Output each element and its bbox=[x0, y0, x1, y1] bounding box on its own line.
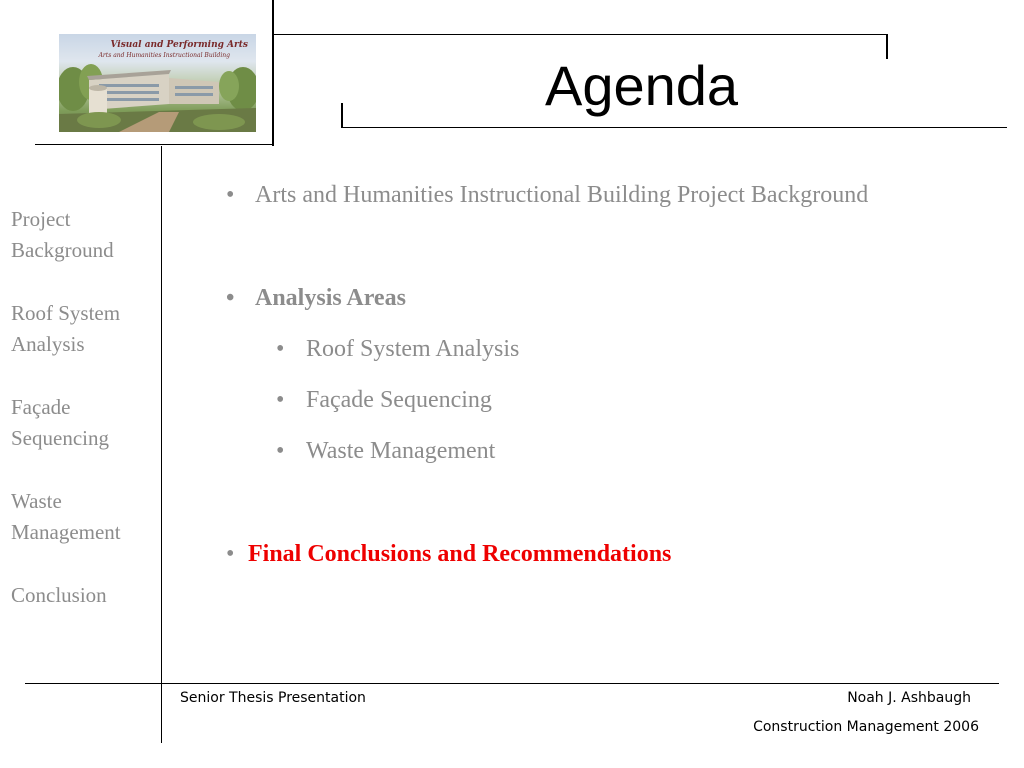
agenda-subitem-label: Façade Sequencing bbox=[306, 387, 492, 413]
bullet: • bbox=[276, 336, 285, 362]
footer-presentation-title: Senior Thesis Presentation bbox=[180, 690, 366, 706]
footer-program: Construction Management 2006 bbox=[753, 719, 979, 735]
logo-subtitle: Arts and Humanities Instructional Building bbox=[98, 52, 230, 59]
bullet: • bbox=[276, 387, 285, 413]
bullet: • bbox=[276, 438, 285, 464]
title-top-rule bbox=[274, 34, 888, 35]
sidebar-nav bbox=[11, 204, 159, 643]
logo-frame-right bbox=[272, 0, 274, 146]
sidebar-divider bbox=[161, 146, 162, 743]
footer-author: Noah J. Ashbaugh bbox=[847, 690, 971, 706]
title-top-rule-tick bbox=[886, 34, 888, 59]
sidebar-item-roof-system-analysis[interactable]: Roof System Analysis bbox=[11, 301, 121, 356]
logo-title: Visual and Performing Arts bbox=[110, 40, 248, 50]
agenda-subitem-roof bbox=[276, 334, 1016, 364]
agenda-item-label: Final Conclusions and Recommendations bbox=[248, 541, 672, 567]
agenda-subitem-label: Roof System Analysis bbox=[306, 336, 520, 362]
sidebar-item-facade-sequencing[interactable]: Façade Sequencing bbox=[11, 395, 109, 450]
bullet: • bbox=[226, 285, 235, 311]
agenda-subitem-facade bbox=[276, 385, 1016, 415]
agenda-list bbox=[226, 180, 1016, 569]
agenda-subitem-waste bbox=[276, 436, 1016, 466]
bullet: • bbox=[226, 541, 235, 567]
bullet: • bbox=[226, 182, 235, 208]
slide-title: Agenda bbox=[545, 54, 739, 117]
agenda-item-conclusions bbox=[226, 539, 1016, 569]
agenda-item-background bbox=[226, 180, 1016, 210]
agenda-subitem-label: Waste Management bbox=[306, 438, 496, 464]
sidebar-item-waste-management[interactable]: Waste Management bbox=[11, 489, 121, 544]
sidebar-item-conclusion[interactable]: Conclusion bbox=[11, 583, 107, 607]
title-bottom-rule bbox=[341, 127, 1007, 128]
footer-rule bbox=[25, 683, 999, 684]
agenda-item-label: Arts and Humanities Instructional Building Project Background bbox=[255, 182, 869, 208]
title-bottom-rule-tick bbox=[341, 103, 343, 128]
building-rendering-image bbox=[59, 34, 256, 132]
logo-frame-bottom bbox=[35, 144, 274, 145]
agenda-item-label: Analysis Areas bbox=[255, 285, 406, 311]
agenda-item-analysis-areas bbox=[226, 283, 1016, 313]
sidebar-item-project-background[interactable]: Project Background bbox=[11, 207, 114, 262]
